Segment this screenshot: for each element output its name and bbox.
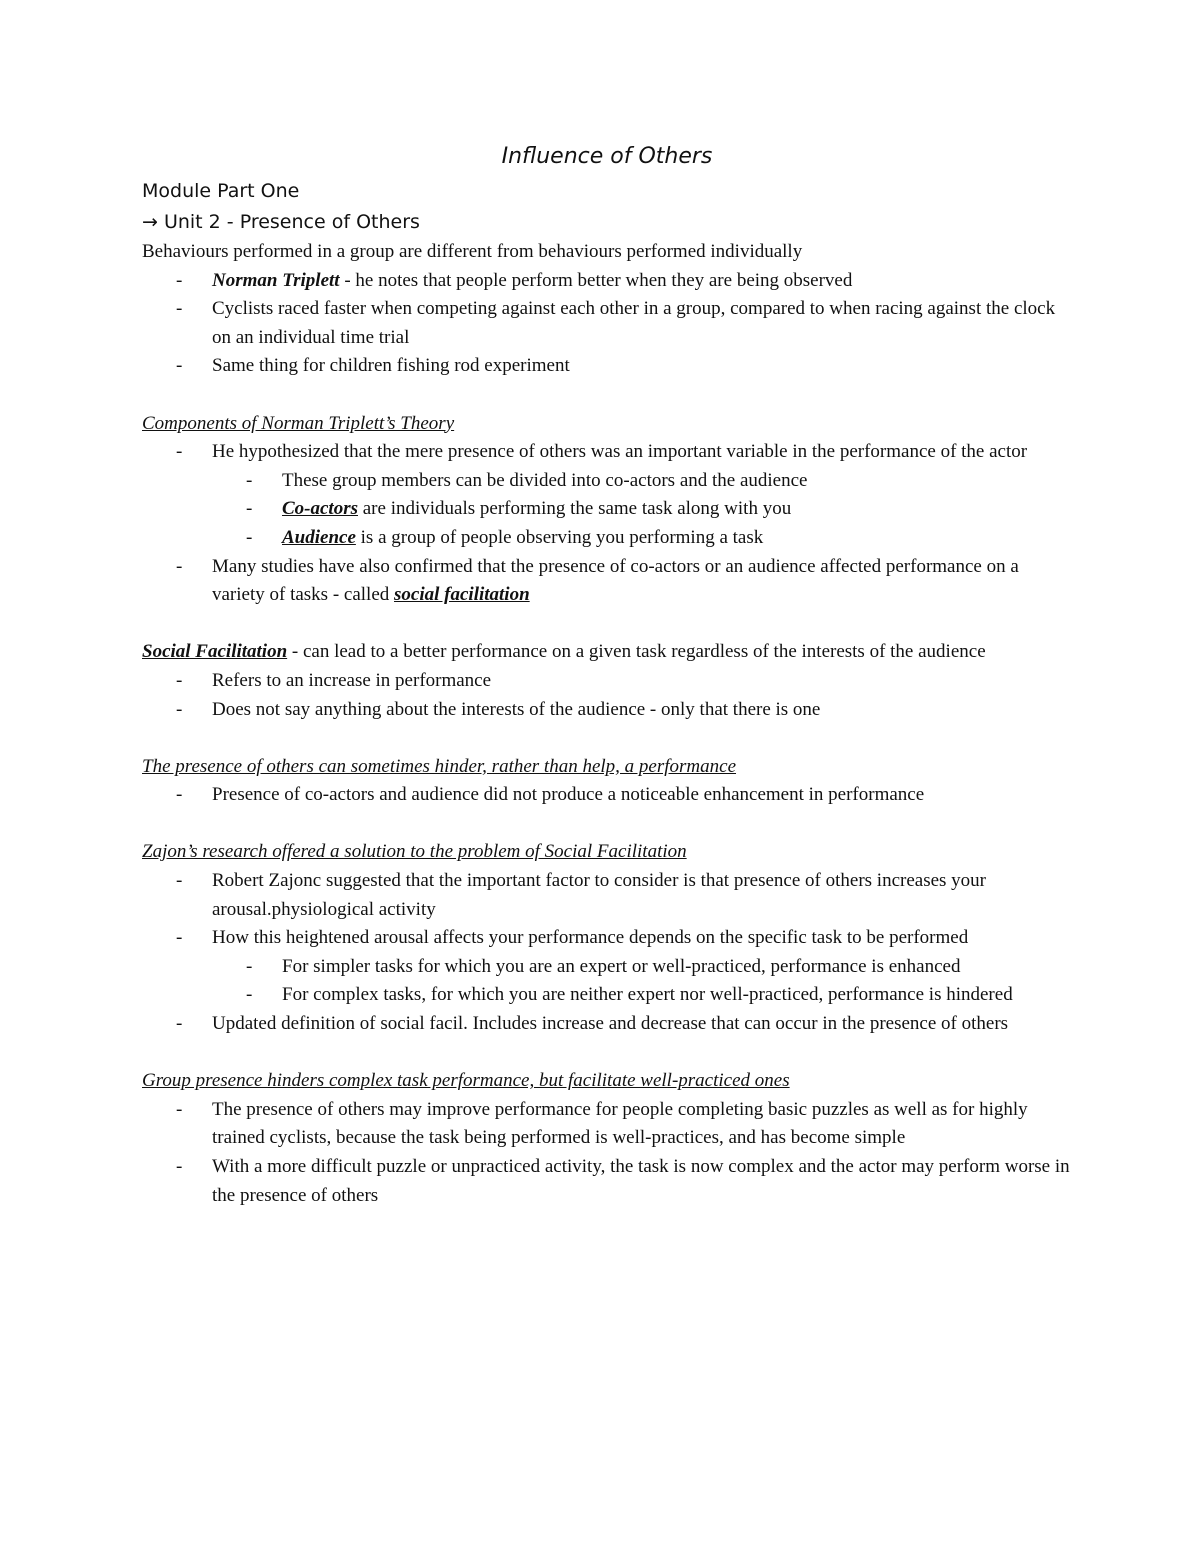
components-sublist (212, 467, 1072, 553)
list-item (142, 667, 1072, 696)
list-item (142, 1153, 1072, 1210)
term-audience: Audience (282, 526, 356, 548)
list-item-text: Cyclists raced faster when competing against each other in a group, compared to when racing against the clock on an individual time trial (212, 298, 1056, 348)
list-item-text: Robert Zajonc suggested that the important factor to consider is that presence of others increases your arousal.physiological activity (212, 870, 986, 920)
section-heading-group-presence: Group presence hinders complex task performance, but facilitate well-practiced ones (142, 1070, 790, 1092)
list-item (142, 553, 1072, 610)
hinder-list (142, 781, 1072, 810)
list-item (212, 953, 1072, 982)
list-item (212, 981, 1072, 1010)
group-presence-list (142, 1096, 1072, 1210)
list-item (142, 1096, 1072, 1153)
list-item-text: For simpler tasks for which you are an expert or well-practiced, performance is enhanced (282, 955, 961, 977)
definition-text: - can lead to a better performance on a given task regardless of the interests of the audience (287, 641, 986, 663)
list-item (142, 696, 1072, 725)
list-item-text: He hypothesized that the mere presence of others was an important variable in the performance of the actor (212, 441, 1028, 463)
term-social-facilitation-heading: Social Facilitation (142, 641, 288, 663)
list-item-text: Presence of co-actors and audience did not produce a noticeable enhancement in performance (212, 784, 925, 806)
list-item (142, 781, 1072, 810)
section-heading-hinder: The presence of others can sometimes hinder, rather than help, a performance (142, 755, 737, 777)
zajonc-sublist (212, 953, 1072, 1010)
zajonc-list (142, 867, 1072, 1039)
module-heading: Module Part One (142, 180, 300, 202)
list-item (212, 467, 1072, 496)
list-item-text: are individuals performing the same task along with you (358, 498, 792, 520)
list-item-text: How this heightened arousal affects your performance depends on the specific task to be performed (212, 927, 969, 949)
components-list (142, 438, 1072, 610)
social-facilitation-list (142, 667, 1072, 724)
list-item-text: These group members can be divided into co-actors and the audience (282, 469, 808, 491)
list-item (212, 495, 1072, 524)
document-page (142, 140, 1072, 1210)
page-title: Influence of Others (501, 144, 713, 169)
section-heading-components: Components of Norman Triplett’s Theory (142, 412, 455, 434)
list-item-text: Same thing for children fishing rod experiment (212, 355, 570, 377)
list-item (142, 438, 1072, 552)
list-item-text: The presence of others may improve performance for people completing basic puzzles as well as for highly trained cyclists, because the task being performed is well-practices, and has become simple (212, 1098, 1028, 1149)
social-facilitation-definition (142, 638, 1072, 667)
list-item (142, 867, 1072, 924)
list-item-text: is a group of people observing you performing a task (355, 526, 764, 548)
list-item-text: Many studies have also confirmed that the presence of co-actors or an audience affected performance on a variety of tasks - called (212, 555, 1019, 606)
list-item-text: Does not say anything about the interests of the audience - only that there is one (212, 698, 821, 720)
list-item-text: - he notes that people perform better when they are being observed (339, 269, 853, 291)
list-item (212, 524, 1072, 553)
list-item-text: Updated definition of social facil. Includes increase and decrease that can occur in the presence of others (212, 1013, 1009, 1035)
list-item (142, 352, 1072, 381)
list-item-text: With a more difficult puzzle or unpracticed activity, the task is now complex and the actor may perform worse in the presence of others (212, 1156, 1070, 1206)
list-item (142, 267, 1072, 296)
term-social-facilitation: social facilitation (394, 584, 530, 606)
section-heading-zajonc: Zajon’s research offered a solution to the problem of Social Facilitation (142, 841, 687, 863)
list-item-text: For complex tasks, for which you are neither expert nor well-practiced, performance is hindered (282, 984, 1013, 1006)
term-co-actors: Co-actors (282, 498, 358, 520)
list-item (142, 295, 1072, 352)
unit-heading: → Unit 2 - Presence of Others (142, 211, 420, 233)
intro-list (142, 267, 1072, 381)
list-item-text: Refers to an increase in performance (212, 669, 492, 691)
list-item (142, 1010, 1072, 1039)
list-item (142, 924, 1072, 1010)
intro-text: Behaviours performed in a group are different from behaviours performed individually (142, 241, 803, 262)
term-norman-triplett: Norman Triplett (212, 269, 340, 291)
